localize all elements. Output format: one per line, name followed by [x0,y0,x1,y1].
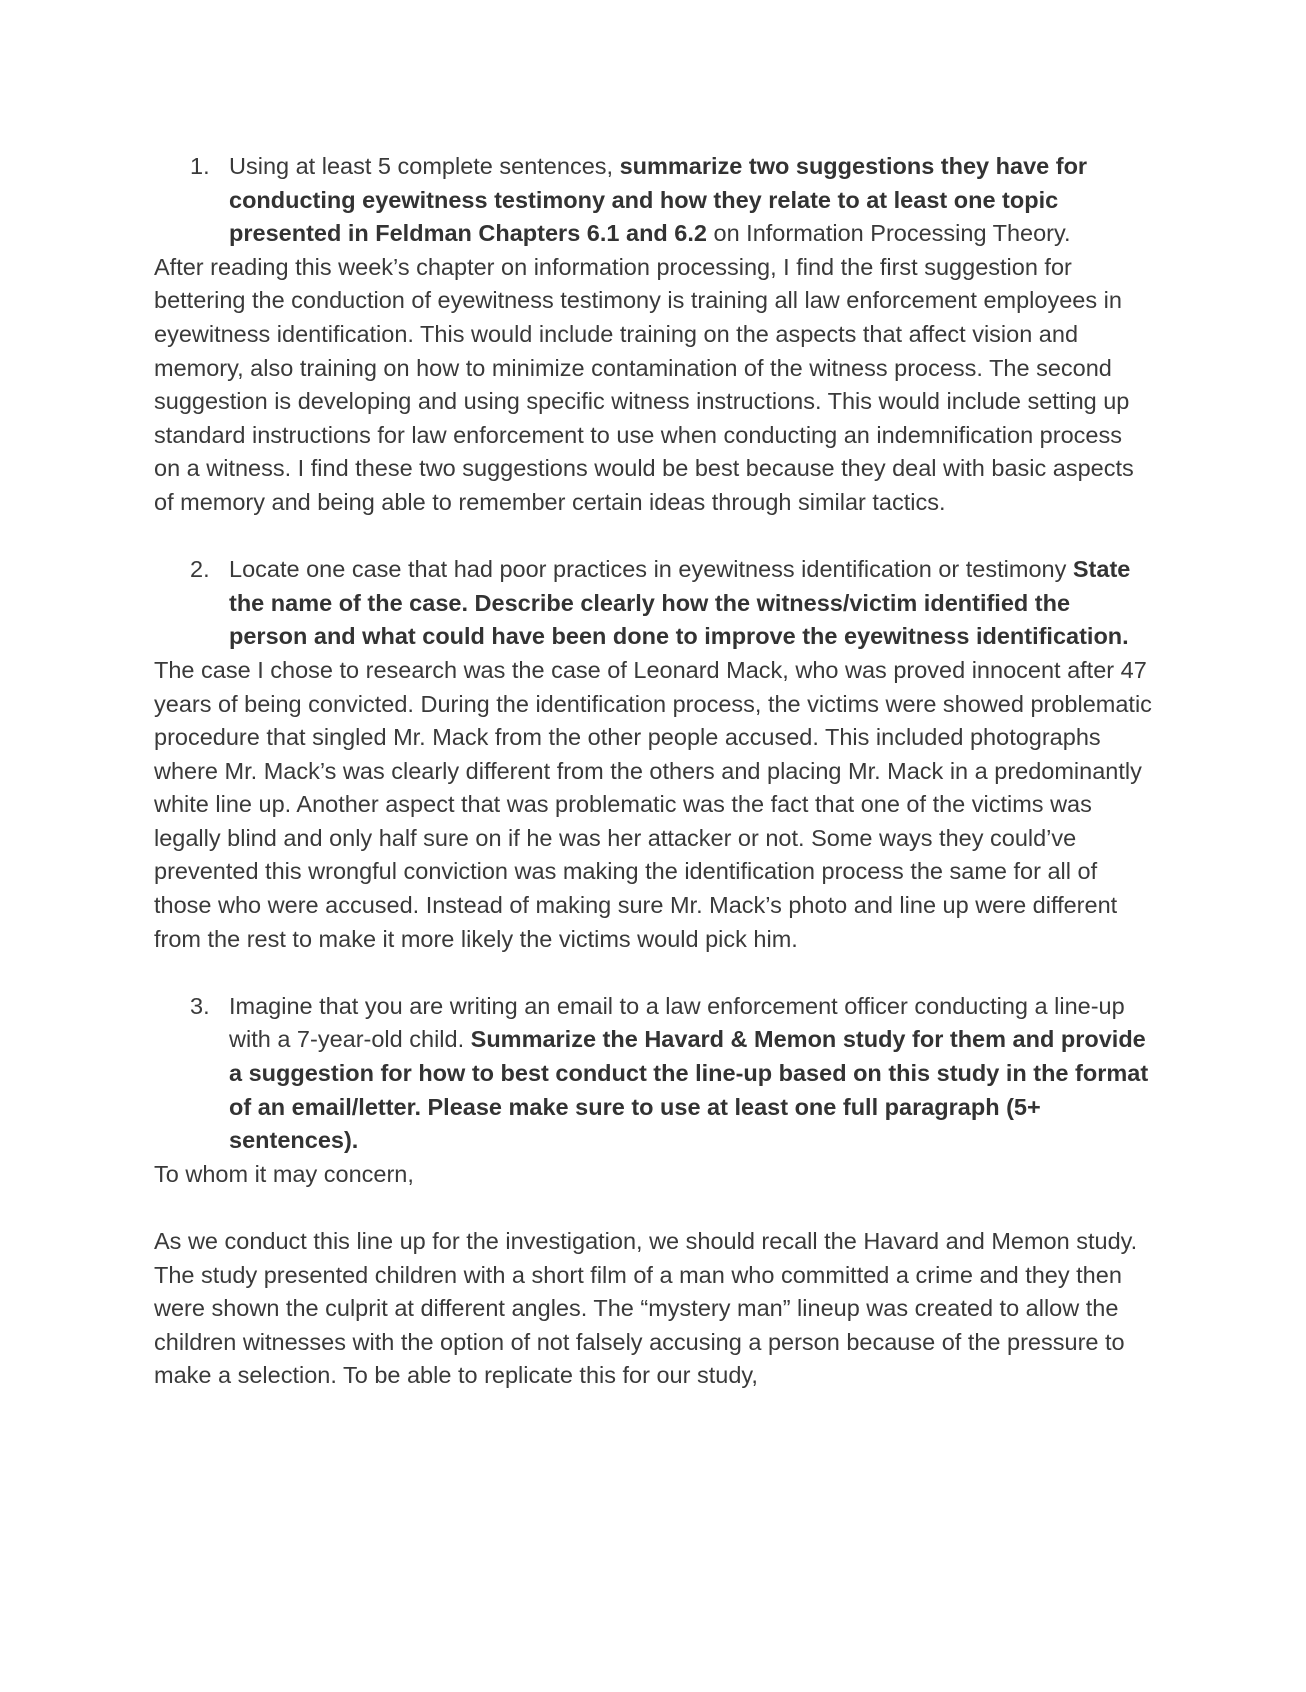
prompt-plain: Using at least 5 complete sentences, [229,153,620,179]
prompt-bold: State the name of the case. Describe clearly how the witness/victim identified the person and what could have been done to improve the eyewitness identification. [229,556,1131,650]
question-prompt [229,553,1154,654]
spacer [154,1191,1154,1225]
prompt-bold: Summarize the Havard & Memon study for them and provide a suggestion for how to best conduct the line-up based on this study in the format of an email/letter. Please make sure to use at least one full paragraph (5+ sentences). [229,1026,1149,1154]
prompt-plain: Imagine that you are writing an email to a law enforcement officer conducting a line-up with a 7-year-old child. [229,992,1125,1053]
question-number: 1. [190,153,210,179]
question-2 [154,553,1154,654]
document-page [154,150,1154,1393]
answer-2: The case I chose to research was the case of Leonard Mack, who was proved innocent after 47 years of being convicted. During the identification process, the victims were showed problematic procedure that singled Mr. Mack from the other people accused. This included photographs where Mr. Mack’s was clearly different from the others and placing Mr. Mack in a predominantly white line up. Another aspect that was problematic was the fact that one of the victims was legally blind and only half sure on if he was her attacker or not. Some ways they could’ve prevented this wrongful conviction was making the identification process the same for all of those who were accused. Instead of making sure Mr. Mack’s photo and line up were different from the rest to make it more likely the victims would pick him. [154,656,1152,952]
answer-3: As we conduct this line up for the investigation, we should recall the Havard and Memon study. The study presented children with a short film of a man who committed a crime and they then were shown the culprit at different angles. The “mystery man” lineup was created to allow the children witnesses with the option of not falsely accusing a person because of the pressure to make a selection. To be able to replicate this for our study, [154,1228,1138,1389]
question-prompt [229,150,1154,251]
question-1 [154,150,1154,251]
spacer [154,520,1154,554]
question-3 [154,990,1154,1158]
question-prompt [229,990,1154,1158]
salutation: To whom it may concern, [154,1160,414,1187]
prompt-tail: on Information Processing Theory. [706,220,1071,247]
prompt-plain: Locate one case that had poor practices in eyewitness identification or testimony [229,556,1073,583]
prompt-bold: summarize two suggestions they have for conducting eyewitness testimony and how they relate to at least one topic presented in Feldman Chapters 6.1 and 6.2 [229,153,1088,247]
question-number: 2. [190,556,210,583]
spacer [154,956,1154,990]
question-number: 3. [190,992,210,1019]
answer-1: After reading this week’s chapter on information processing, I find the first suggestion for bettering the conduction of eyewitness testimony is training all law enforcement employees in eyewitness identification. This would include training on the aspects that affect vision and memory, also training on how to minimize contamination of the witness process. The second suggestion is developing and using specific witness instructions. This would include setting up standard instructions for law enforcement to use when conducting an indemnification process on a witness. I find these two suggestions would be best because they deal with basic aspects of memory and being able to remember certain ideas through similar tactics. [154,253,1134,515]
